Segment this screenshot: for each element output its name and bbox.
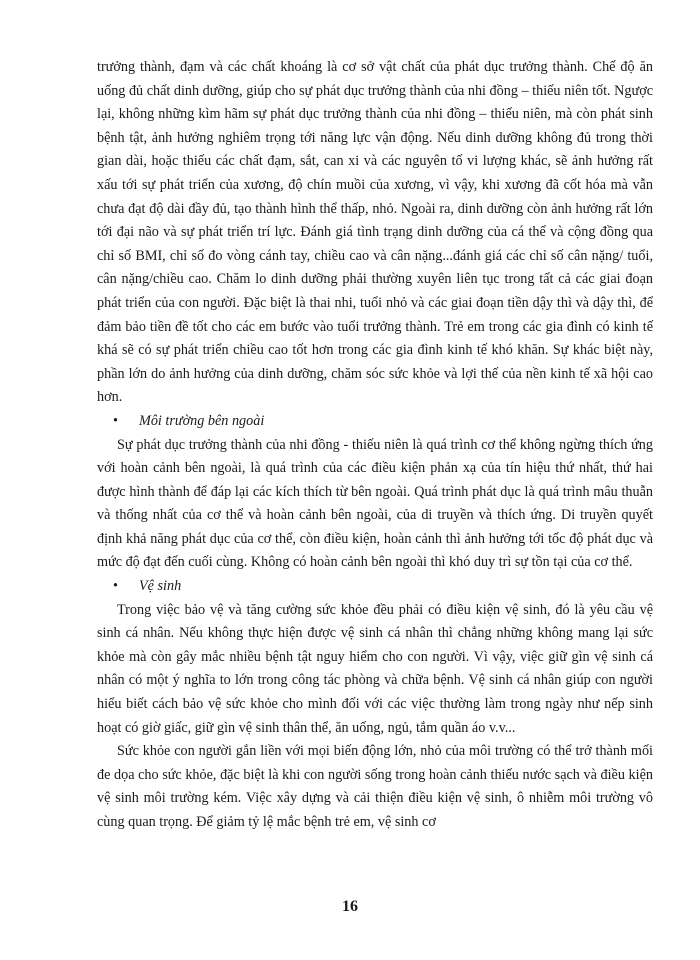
paragraph-health-environment: Sức khỏe con người gắn liền với mọi biến động lớn, nhỏ của môi trường có thể trở thành mối đe dọa cho sức khỏe, đặc biệt là khi con người sống trong hoàn cảnh thiếu nước sạch và điều kiện vệ sinh môi trường kém. Việc xây dựng và cải thiện điều kiện vệ sinh, ô nhiễm môi trường vô cùng quan trọng. Để giảm tỷ lệ mắc bệnh trẻ em, vệ sinh cơ [97, 743, 653, 830]
paragraph-nutrition: trưởng thành, đạm và các chất khoáng là cơ sở vật chất của phát dục trưởng thành. Chế độ ăn uống đủ chất dinh dưỡng, giúp cho sự phát dục trưởng thành của nhi đồng – thiếu niên tốt. Ngược lại, không những kìm hãm sự phát dục trưởng thành của nhi đồng – thiếu niên, mà còn phát sinh bệnh tật, ảnh hưởng nghiêm trọng tới năng lực vận động. Nếu dinh dưỡng không đủ trong thời gian dài, hoặc thiếu các chất đạm, sắt, can xi và các nguyên tố vi lượng khác, sẽ ảnh hưởng rất xấu tới sự phát triển của xương, độ chín muồi của xương, vì vậy, khi xương đã cốt hóa mà vẫn chưa đạt độ dài đầy đủ, tạo thành hình thể thấp, nhỏ. Ngoài ra, dinh dưỡng còn ảnh hưởng rất lớn tới đại não và sự phát triển trí lực. Đánh giá tình trạng dinh dưỡng của cá thể và cộng đồng qua chỉ số BMI, chỉ số đo vòng cánh tay, chiều cao và cân nặng...đánh giá các chỉ số cân nặng/ tuổi, cân nặng/chiều cao. Chăm lo dinh dưỡng phải thường xuyên liên tục trong tất cả các giai đoạn phát triển của con người. Đặc biệt là thai nhi, tuổi nhỏ và các giai đoạn tiền dậy thì và dậy thì, để đảm bảo tiền đề tốt cho các em bước vào tuổi trưởng thành. Trẻ em trong các gia đình có kinh tế khá sẽ có sự phát triển chiều cao tốt hơn trong các gia đình kinh tế khó khăn. Sự khác biệt này, phần lớn do ảnh hưởng của dinh dưỡng, chăm sóc sức khỏe và lợi thế của nền kinh tế xã hội cao hơn. [97, 59, 653, 406]
document-body [97, 56, 653, 835]
bullet-heading-text: Môi trường bên ngoài [139, 412, 265, 429]
bullet-icon: • [113, 412, 118, 429]
bullet-icon: • [113, 578, 118, 595]
bullet-heading-hygiene [97, 575, 653, 599]
bullet-heading-environment [97, 410, 653, 434]
paragraph-environment: Sự phát dục trưởng thành của nhi đồng - thiếu niên là quá trình cơ thể không ngừng thích ứng với hoàn cảnh bên ngoài, là quá trình của các điều kiện phản xạ của tín hiệu thứ nhất, thứ hai được hình thành để đáp lại các kích thích từ bên ngoài. Quá trình phát dục là quá trình mâu thuẫn và thống nhất của cơ thể và hoàn cảnh bên ngoài, của di truyền và thích ứng. Di truyền quyết định khả năng phát dục của cơ thể, còn điều kiện, hoàn cảnh thì ảnh hưởng tới tốc độ phát dục và mức độ đạt đến cuối cùng. Không có hoàn cảnh bên ngoài thì khó duy trì sự tồn tại của cơ thể. [97, 436, 653, 571]
paragraph-hygiene: Trong việc bảo vệ và tăng cường sức khỏe đều phải có điều kiện vệ sinh, đó là yêu cầu vệ sinh cá nhân. Nếu không thực hiện được vệ sinh cá nhân thì chẳng những không mang lại sức khỏe mà còn gây mắc nhiều bệnh tật nguy hiểm cho con người. Vì vậy, việc giữ gìn vệ sinh cá nhân có một ý nghĩa to lớn trong công tác phòng và chữa bệnh. Vệ sinh cá nhân giúp con người hiểu biết cách bảo vệ sức khỏe cho mình đối với các việc thường làm trong ngày như nếp sinh hoạt có giờ giấc, giữ gìn vệ sinh thân thể, ăn uống, ngủ, tắm quần áo v.v... [97, 601, 653, 736]
bullet-heading-text: Vệ sinh [139, 578, 182, 595]
page-number: 16 [342, 898, 358, 915]
